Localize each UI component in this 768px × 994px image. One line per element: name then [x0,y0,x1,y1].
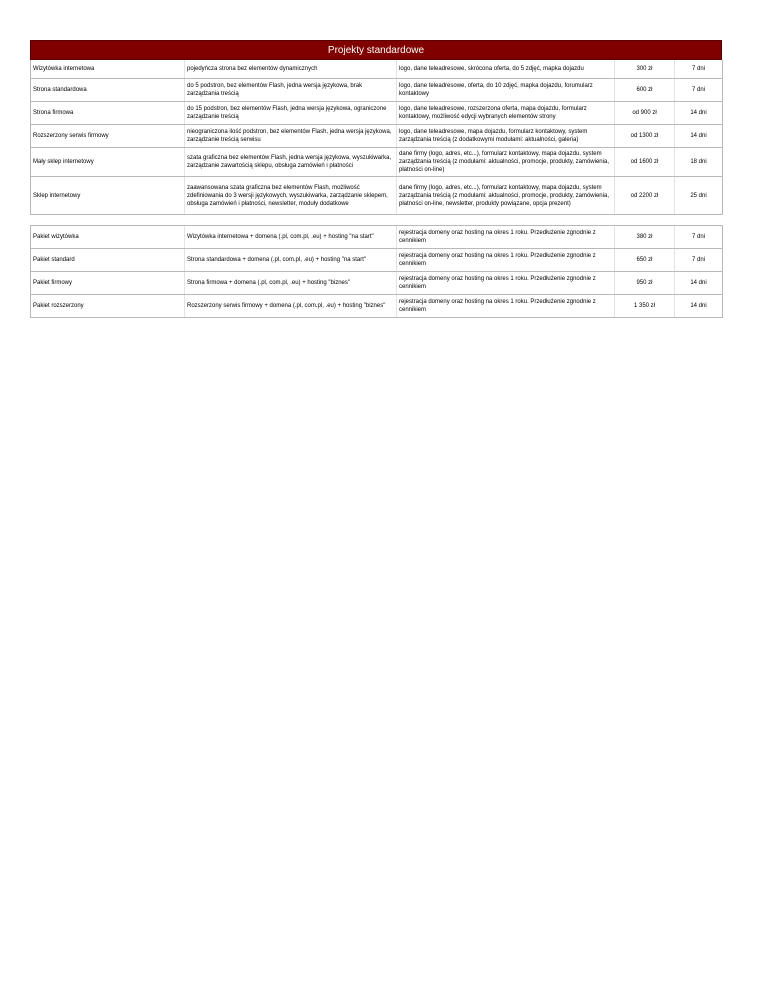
table-row [31,177,723,215]
package-contents: Strona firmowa + domena (.pl, com.pl, .eu) + hosting "biznes" [185,272,397,295]
project-time: 14 dni [675,125,723,148]
project-description: nieograniczona ilość podstron, bez elementów Flash, jedna wersja językowa, zarządzanie treścią serwisu [185,125,397,148]
table-row [31,226,723,249]
project-price: od 2200 zł [615,177,675,215]
project-name: Sklep internetowy [31,177,185,215]
project-features: dane firmy (logo, adres, etc...), formularz kontaktowy, mapa dojazdu, system zarządzania treścią (z modułami: aktualności, promocje, produkty, zamówienia, płatności on-line) [397,148,615,177]
project-price: 300 zł [615,60,675,79]
table-row [31,272,723,295]
project-description: zaawansowana szata graficzna bez elementów Flash, możliwość zdefiniowania do 3 wersji językowych, wyszukiwarka, zarządzanie sklepem, obsługa zamówień i płatności, newsletter, moduły dodatkowe [185,177,397,215]
project-features: logo, dane teleadresowe, skrócona oferta, do 5 zdjęć, mapka dojazdu [397,60,615,79]
package-name: Pakiet wizytówka [31,226,185,249]
package-name: Pakiet firmowy [31,272,185,295]
project-features: logo, dane teleadresowe, mapa dojazdu, formularz kontaktowy, system zarządzania treścią (z dodatkowymi modułami: aktualności, galeria) [397,125,615,148]
package-price: 1 350 zł [615,295,675,318]
project-time: 7 dni [675,79,723,102]
project-description: szata graficzna bez elementów Flash, jedna wersja językowa, wyszukiwarka, zarządzanie zawartością sklepu, obsługa zamówień i płatności [185,148,397,177]
project-time: 25 dni [675,177,723,215]
project-description: do 15 podstron, bez elementów Flash, jedna wersja językowa, ograniczone zarządzanie treścią [185,102,397,125]
package-time: 14 dni [675,272,723,295]
project-time: 18 dni [675,148,723,177]
project-name: Strona standardowa [31,79,185,102]
table-row [31,148,723,177]
package-time: 14 dni [675,295,723,318]
project-name: Mały sklep internetowy [31,148,185,177]
table-row [31,60,723,79]
table-row [31,125,723,148]
project-time: 7 dni [675,60,723,79]
table-row [31,295,723,318]
project-features: logo, dane teleadresowe, rozszerzona oferta, mapa dojazdu, formularz kontaktowy, możliwość edycji wybranych elementów strony [397,102,615,125]
package-contents: Strona standardowa + domena (.pl, com.pl, .eu) + hosting "na start" [185,249,397,272]
package-terms: rejestracja domeny oraz hosting na okres 1 roku. Przedłużenie zgnodnie z cennikiem [397,295,615,318]
project-price: od 1300 zł [615,125,675,148]
project-price: od 1600 zł [615,148,675,177]
price-sheet [30,40,722,318]
package-terms: rejestracja domeny oraz hosting na okres 1 roku. Przedłużenie zgnodnie z cennikiem [397,249,615,272]
package-time: 7 dni [675,226,723,249]
project-time: 14 dni [675,102,723,125]
project-name: Wizytówka internetowa [31,60,185,79]
package-terms: rejestracja domeny oraz hosting na okres 1 roku. Przedłużenie zgnodnie z cennikiem [397,226,615,249]
package-time: 7 dni [675,249,723,272]
package-price: 950 zł [615,272,675,295]
package-price: 650 zł [615,249,675,272]
project-price: 600 zł [615,79,675,102]
project-features: logo, dane teleadresowe, oferta, do 10 zdjęć, mapka dojazdu, forumularz kontaktowy [397,79,615,102]
project-description: do 5 podstron, bez elementów Flash, jedna wersja językowa, brak zarządzania treścią [185,79,397,102]
table-row [31,79,723,102]
table-row [31,102,723,125]
package-terms: rejestracja domeny oraz hosting na okres 1 roku. Przedłużenie zgnodnie z cennikiem [397,272,615,295]
table-row [31,249,723,272]
package-contents: Rozszerzony serwis firmowy + domena (.pl, com.pl, .eu) + hosting "biznes" [185,295,397,318]
package-price: 380 zł [615,226,675,249]
project-name: Rozszerzony serwis firmowy [31,125,185,148]
sheet-title: Projekty standardowe [30,40,722,60]
project-name: Strona firmowa [31,102,185,125]
projects-table [30,60,723,215]
project-description: pojedyńcza strona bez elementów dynamicznych [185,60,397,79]
package-name: Pakiet rozszerzony [31,295,185,318]
package-name: Pakiet standard [31,249,185,272]
project-features: dane firmy (logo, adres, etc...), formularz kontaktowy, mapa dojazdu, system zarządzania treścią (z modułami: aktualności, promocje, produkty, zamówienia, płatności on-line, newsletter, produkty powiązane, opcja prezent) [397,177,615,215]
package-contents: Wizytówka internetowa + domena (.pl, com.pl, .eu) + hosting "na start" [185,226,397,249]
packages-table [30,225,723,318]
project-price: od 900 zł [615,102,675,125]
